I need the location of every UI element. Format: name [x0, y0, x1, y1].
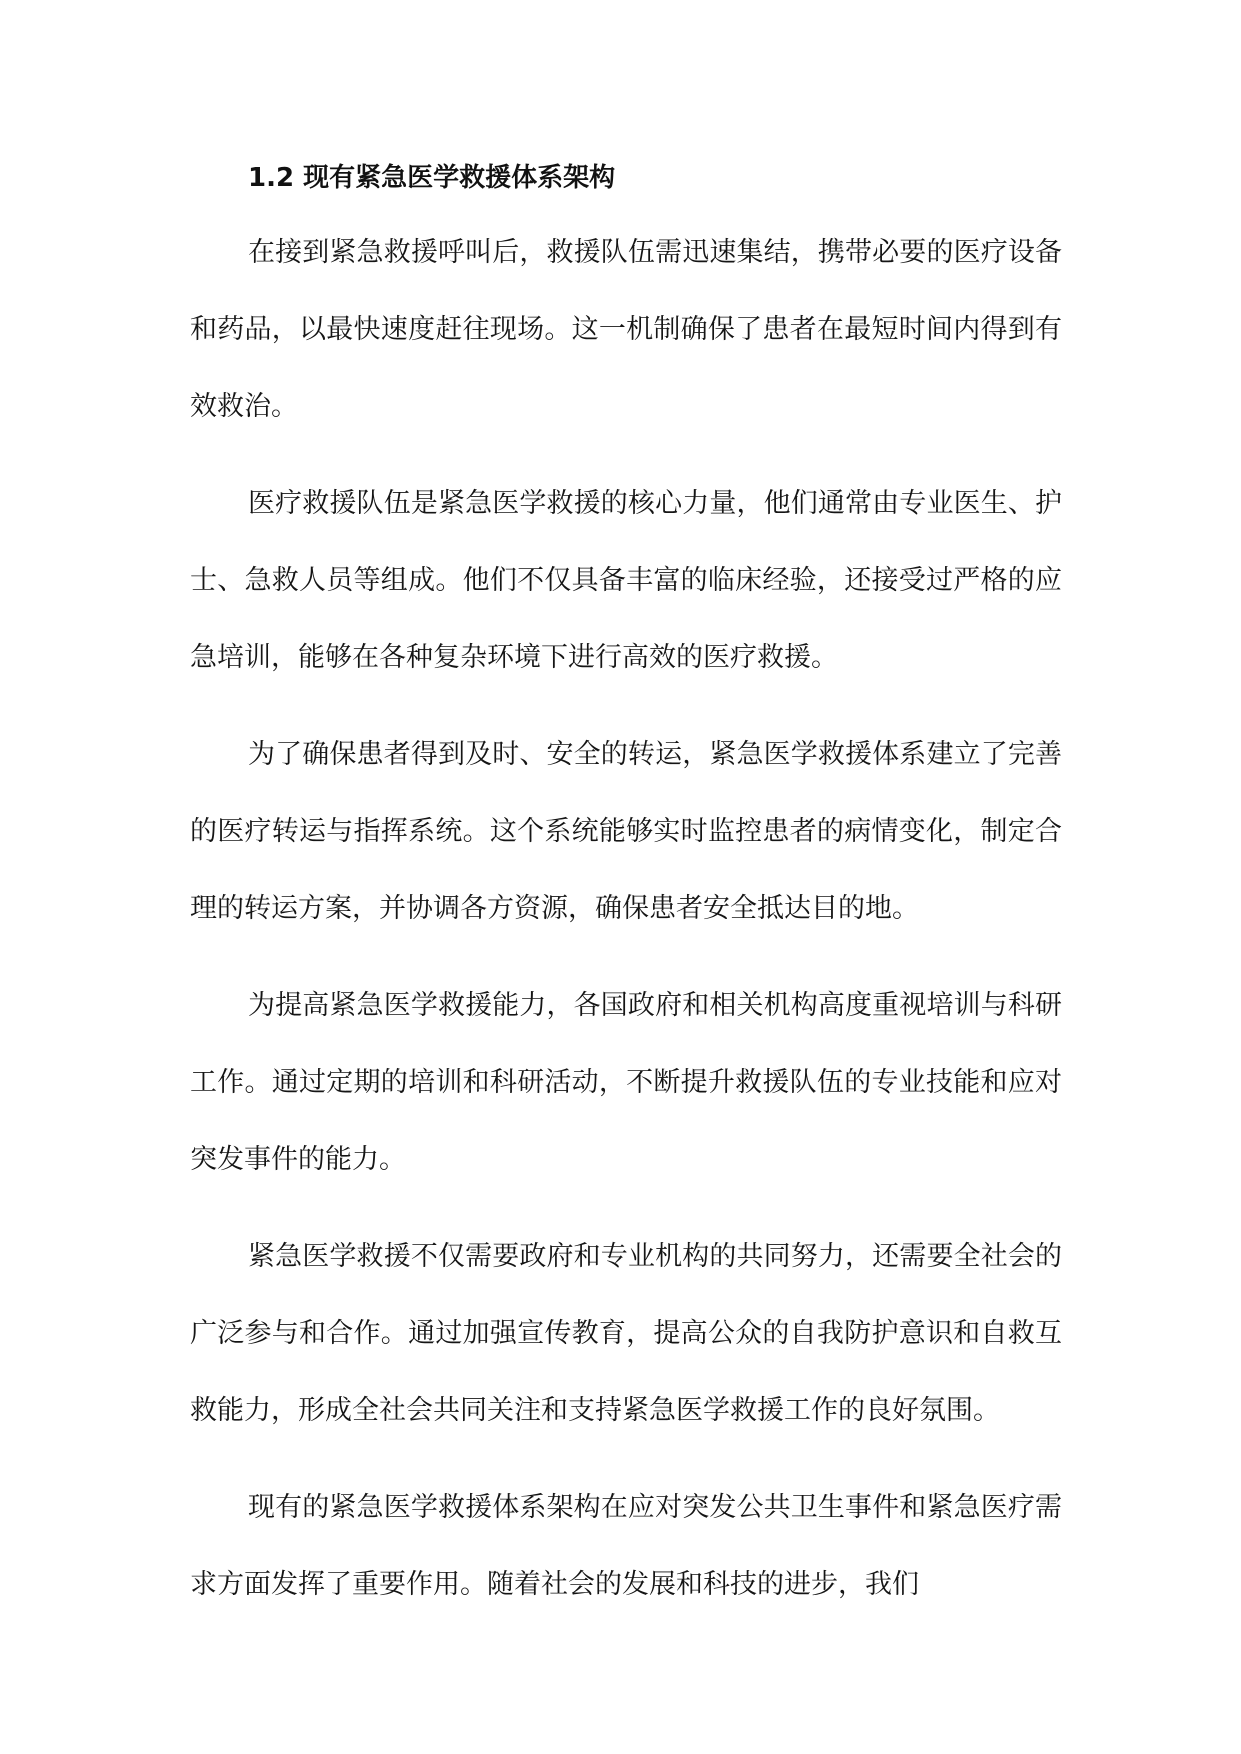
paragraph-training-research: 为提高紧急医学救援能力，各国政府和相关机构高度重视培训与科研工作。通过定期的培训和科研活动，不断提升救援队伍的专业技能和应对突发事件的能力。 — [190, 990, 1062, 1175]
paragraph-rescue-team: 医疗救援队伍是紧急医学救援的核心力量，他们通常由专业医生、护士、急救人员等组成。他们不仅具备丰富的临床经验，还接受过严格的应急培训，能够在各种复杂环境下进行高效的医疗救援。 — [190, 488, 1062, 673]
document-body — [190, 150, 1062, 1623]
paragraph-public-participation: 紧急医学救援不仅需要政府和专业机构的共同努力，还需要全社会的广泛参与和合作。通过加强宣传教育，提高公众的自我防护意识和自救互救能力，形成全社会共同关注和支持紧急医学救援工作的良好氛围。 — [190, 1241, 1062, 1426]
paragraph-transport-command: 为了确保患者得到及时、安全的转运，紧急医学救援体系建立了完善的医疗转运与指挥系统。这个系统能够实时监控患者的病情变化，制定合理的转运方案，并协调各方资源，确保患者安全抵达目的地。 — [190, 739, 1062, 924]
paragraph-dispatch: 在接到紧急救援呼叫后，救援队伍需迅速集结，携带必要的医疗设备和药品，以最快速度赶往现场。这一机制确保了患者在最短时间内得到有效救治。 — [190, 237, 1062, 422]
section-heading: 1.2 现有紧急医学救援体系架构 — [248, 163, 616, 193]
paragraph-summary: 现有的紧急医学救援体系架构在应对突发公共卫生事件和紧急医疗需求方面发挥了重要作用。随着社会的发展和科技的进步，我们 — [190, 1492, 1062, 1600]
